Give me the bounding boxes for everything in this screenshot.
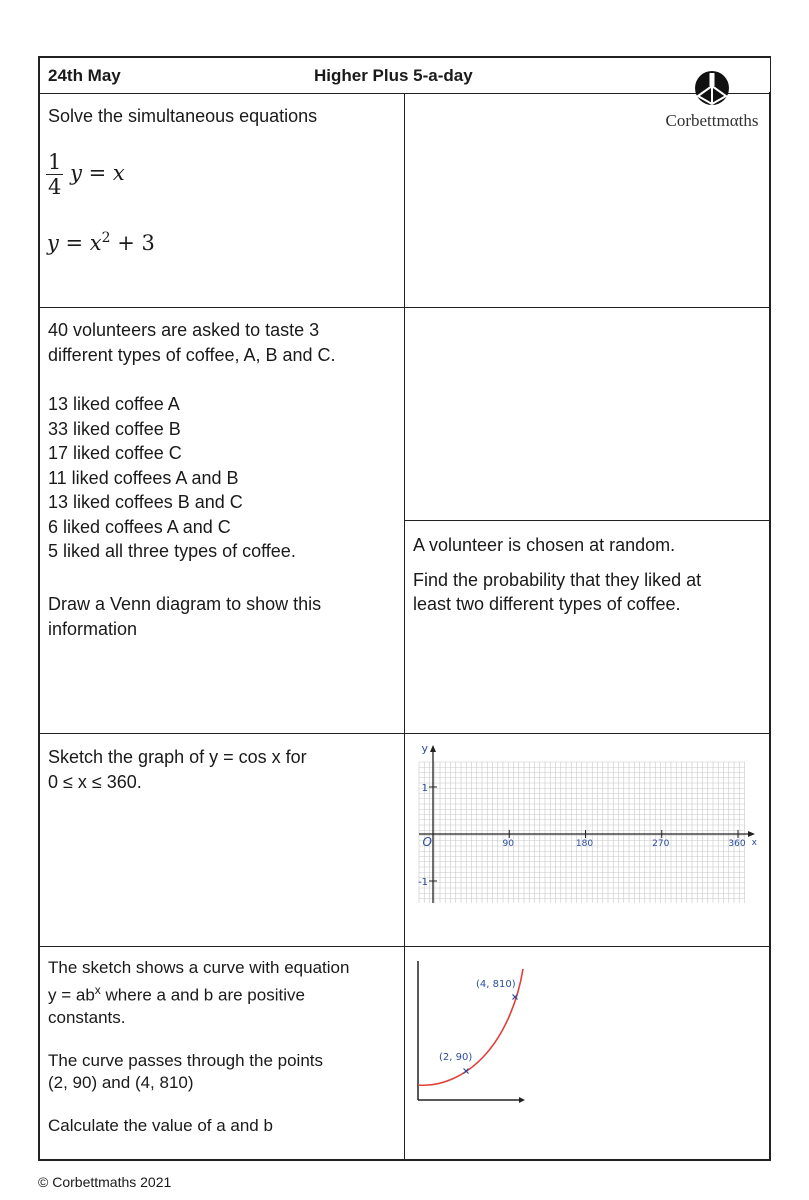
date-label: 24th May	[48, 66, 121, 85]
column-divider	[404, 93, 405, 1161]
q3-prompt: Sketch the graph of y = cos x for 0 ≤ x ≤ 360.	[48, 747, 307, 792]
q2-part-b: A volunteer is chosen at random. Find the probability that they liked at least two different types of coffee.	[413, 535, 702, 614]
q2-fact: 6 liked coffees A and C	[48, 516, 231, 537]
q1-equation-2: $y = x^2 + 3$	[47, 230, 155, 255]
y-axis-label: y	[421, 742, 428, 755]
brand-name: Corbettmαths	[665, 111, 759, 130]
q1-fraction: $\frac{1}{4}$	[48, 150, 62, 199]
x-tick-label: 360	[728, 839, 746, 849]
point-label-1: (2, 90)	[439, 1052, 473, 1063]
x-tick-label: 90	[502, 839, 514, 849]
q2-facts-list	[48, 392, 296, 564]
x-tick-label: 270	[652, 839, 670, 849]
q2-fact: 33 liked coffee B	[48, 418, 181, 439]
x-axis-arrow	[748, 831, 755, 837]
y-tick-label: 1	[421, 783, 428, 794]
brand-logo	[660, 70, 764, 131]
q2-fact: 11 liked coffees A and B	[48, 467, 239, 488]
sketch-x-arrow	[519, 1097, 525, 1103]
q4-prompt: The sketch shows a curve with equation $y = ab^x$ where a and b are positive constants. The curve passes through the points (2, 90) and (4, 810) Calculate the value of a and b	[48, 958, 350, 1135]
footer	[38, 1174, 171, 1190]
y-tick-label: -1	[418, 877, 428, 888]
origin-label: O	[422, 835, 432, 849]
q2-fact: 5 liked all three types of coffee.	[48, 541, 296, 561]
page-title: Higher Plus 5-a-day	[314, 66, 473, 85]
q2-fact: 13 liked coffees B and C	[48, 492, 243, 512]
cos-graph-grid	[410, 740, 765, 910]
q1-prompt: Solve the simultaneous equations	[48, 106, 318, 126]
q2-intro: 40 volunteers are asked to taste 3 different types of coffee, A, B and C.	[48, 320, 336, 365]
corbettmaths-icon	[692, 70, 732, 106]
footer-text: Corbettmaths 2021	[52, 1174, 172, 1190]
copyright-icon: ©	[38, 1174, 49, 1190]
row-divider-q2b	[404, 520, 771, 521]
q2-task: Draw a Venn diagram to show this information	[48, 594, 322, 639]
exponential-sketch	[410, 955, 540, 1105]
x-axis-label: x	[751, 838, 757, 848]
q2-fact: 13 liked coffee A	[48, 394, 180, 414]
q2-fact: 17 liked coffee C	[48, 443, 182, 463]
y-axis-arrow	[430, 745, 436, 752]
x-tick-label: 180	[575, 839, 594, 849]
q1-equation-1: $\frac{1}{4}$ y = x	[48, 150, 125, 199]
point-label-2: (4, 810)	[476, 979, 516, 990]
